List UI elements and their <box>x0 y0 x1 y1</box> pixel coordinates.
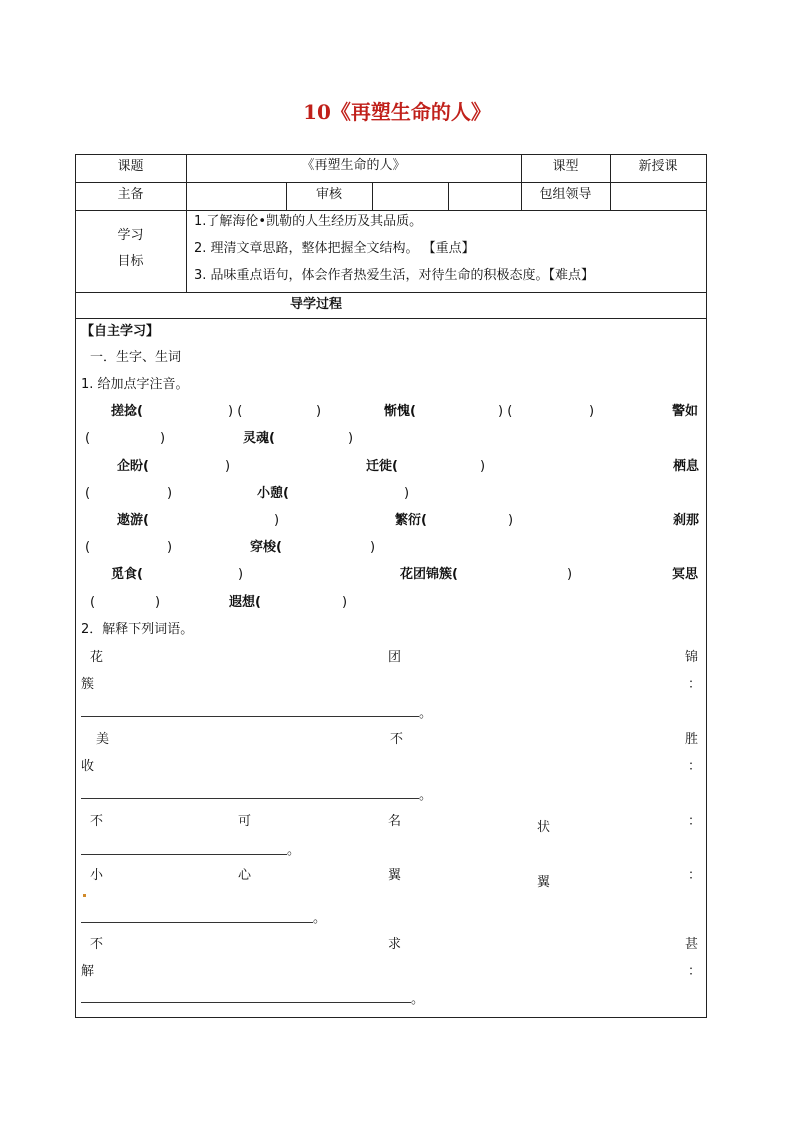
term-period: 。 <box>287 843 301 858</box>
word-item: 冥思 <box>672 567 699 582</box>
term-period: 。 <box>313 911 327 926</box>
process-label: 导学过程 <box>290 297 343 312</box>
word-item: 企盼( <box>117 459 149 474</box>
goals-label-1: 学习 <box>117 228 144 243</box>
blank-mark: ( <box>85 540 91 555</box>
blank-mark: ) <box>589 404 595 419</box>
question-1: 1. 给加点字注音。 <box>81 377 189 392</box>
term-colon: ： <box>688 964 702 979</box>
blank-mark: ) ( <box>228 404 243 419</box>
term-char: 可 <box>238 814 252 829</box>
type-label: 课型 <box>552 159 579 174</box>
leader-label: 包组领导 <box>539 187 592 202</box>
word-item: 穿梭( <box>250 540 282 555</box>
term-char: 收 <box>81 759 95 774</box>
word-item: 搓捻( <box>111 404 143 419</box>
term-char: 簇 <box>81 677 95 692</box>
author-label: 主备 <box>117 187 144 202</box>
word-item: 栖息 <box>673 459 700 474</box>
blank-mark: ) <box>238 567 244 582</box>
blank-mark: ( <box>85 431 91 446</box>
answer-line[interactable] <box>81 716 419 717</box>
blank-mark: ) <box>342 595 348 610</box>
answer-line[interactable] <box>81 798 419 799</box>
term-char: 翼 <box>388 868 402 883</box>
term-char: 解 <box>81 964 95 979</box>
term-char: 心 <box>238 868 252 883</box>
term-colon: ： <box>688 759 702 774</box>
answer-line[interactable] <box>81 854 287 855</box>
blank-mark: ) <box>316 404 322 419</box>
term-colon: ： <box>688 868 702 883</box>
goal-3: 3. 品味重点语句，体会作者热爱生活，对待生命的积极态度。【难点】 <box>194 268 595 283</box>
term-char: 不 <box>390 732 404 747</box>
self-study-heading: 【自主学习】 <box>81 324 160 339</box>
blank-mark: ( <box>85 486 91 501</box>
term-char: 不 <box>90 937 104 952</box>
review-label: 审核 <box>315 187 342 202</box>
word-item: 繁衍( <box>395 513 427 528</box>
blank-mark: ) <box>167 540 173 555</box>
term-char: 状 <box>537 820 551 835</box>
term-char: 名 <box>388 814 402 829</box>
word-item: 遐想( <box>229 595 261 610</box>
term-char: 锦 <box>685 650 699 665</box>
word-item: 花团锦簇( <box>400 567 458 582</box>
question-2: 2．解释下列词语。 <box>81 622 194 637</box>
term-period: 。 <box>419 706 433 721</box>
term-colon: ： <box>688 814 702 829</box>
term-char: 花 <box>90 650 104 665</box>
topic-value: 《再塑生命的人》 <box>301 158 406 173</box>
blank-mark: ) <box>225 459 231 474</box>
term-char: 小 <box>90 868 104 883</box>
word-item: 惭愧( <box>384 404 416 419</box>
type-value: 新授课 <box>638 159 678 174</box>
word-item: 小憩( <box>257 486 289 501</box>
blank-mark: ) <box>508 513 514 528</box>
blank-mark: ) <box>160 431 166 446</box>
topic-label: 课题 <box>117 159 144 174</box>
term-char: 翼 <box>537 875 551 890</box>
goal-1: 1.了解海伦•凯勒的人生经历及其品质。 <box>194 214 423 229</box>
stray-mark <box>83 894 86 897</box>
blank-mark: ) <box>370 540 376 555</box>
blank-mark: ) <box>348 431 354 446</box>
word-item: 遨游( <box>117 513 149 528</box>
term-char: 求 <box>388 937 402 952</box>
goal-2: 2. 理清文章思路，整体把握全文结构。 【重点】 <box>194 241 475 256</box>
page-title: 10《再塑生命的人》 <box>303 100 491 124</box>
term-char: 胜 <box>685 732 699 747</box>
blank-mark: ) <box>480 459 486 474</box>
word-item: 灵魂( <box>243 431 275 446</box>
blank-mark: ) <box>155 595 161 610</box>
term-char: 甚 <box>685 937 699 952</box>
blank-mark: ) ( <box>498 404 513 419</box>
answer-line[interactable] <box>81 922 313 923</box>
blank-mark: ( <box>90 595 96 610</box>
blank-mark: ) <box>404 486 410 501</box>
term-period: 。 <box>419 788 433 803</box>
term-char: 不 <box>90 814 104 829</box>
term-char: 美 <box>96 732 110 747</box>
word-item: 刹那 <box>673 513 700 528</box>
term-period: 。 <box>411 992 425 1007</box>
term-char: 团 <box>388 650 402 665</box>
section-1-heading: 一．生字、生词 <box>90 350 182 365</box>
term-colon: ： <box>688 677 702 692</box>
word-item: 觅食( <box>111 567 143 582</box>
word-item: 迁徙( <box>366 459 398 474</box>
blank-mark: ) <box>167 486 173 501</box>
answer-line[interactable] <box>81 1002 411 1003</box>
goals-label-2: 目标 <box>117 254 144 269</box>
blank-mark: ) <box>567 567 573 582</box>
blank-mark: ) <box>274 513 280 528</box>
word-item: 警如 <box>672 404 699 419</box>
